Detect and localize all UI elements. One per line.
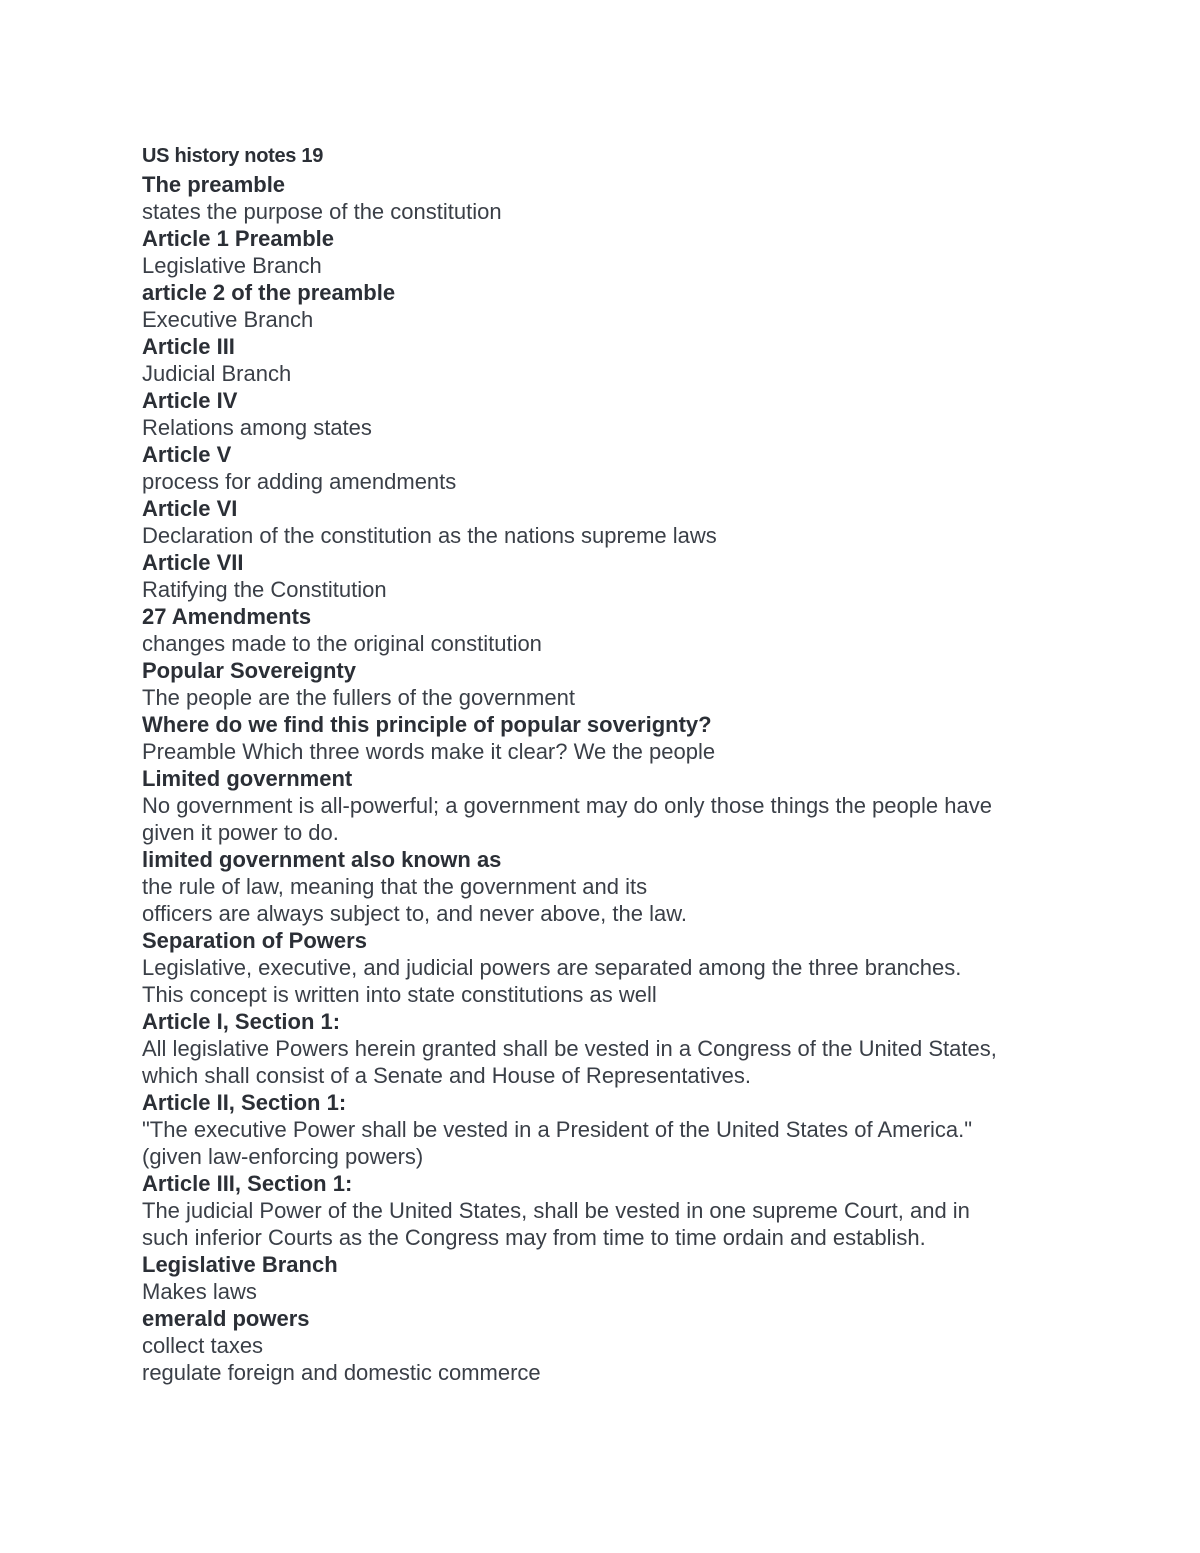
note-definition: collect taxes <box>142 1333 264 1358</box>
note-term: Article I, Section 1: <box>142 1009 341 1034</box>
note-definition: The people are the fullers of the government <box>142 685 575 710</box>
note-term: article 2 of the preamble <box>142 280 396 305</box>
note-definition: The judicial Power of the United States, shall be vested in one supreme Court, and in <box>142 1198 970 1223</box>
note-definition: Declaration of the constitution as the nations supreme laws <box>142 523 717 548</box>
document-page <box>142 141 1082 1386</box>
note-term: Limited government <box>142 766 353 791</box>
note-term: 27 Amendments <box>142 604 312 629</box>
note-definition: officers are always subject to, and never above, the law. <box>142 901 688 926</box>
note-definition: which shall consist of a Senate and House of Representatives. <box>142 1063 752 1088</box>
note-term: limited government also known as <box>142 847 502 872</box>
note-definition: the rule of law, meaning that the government and its <box>142 874 648 899</box>
note-term: Article 1 Preamble <box>142 226 334 251</box>
note-definition: All legislative Powers herein granted shall be vested in a Congress of the United States, <box>142 1036 997 1061</box>
note-term: Article III <box>142 334 235 359</box>
note-term: emerald powers <box>142 1306 310 1331</box>
note-term: Article IV <box>142 388 238 413</box>
note-term: Where do we find this principle of popular soverignty? <box>142 712 712 737</box>
note-term: Article V <box>142 442 232 467</box>
note-definition: changes made to the original constitution <box>142 631 542 656</box>
note-definition: "The executive Power shall be vested in a President of the United States of America." <box>142 1117 973 1142</box>
note-term: Article VI <box>142 496 238 521</box>
note-term: Separation of Powers <box>142 928 367 953</box>
note-definition: This concept is written into state constitutions as well <box>142 982 657 1007</box>
note-term: Article II, Section 1: <box>142 1090 347 1115</box>
note-term: The preamble <box>142 172 286 197</box>
note-definition: Judicial Branch <box>142 361 292 386</box>
note-definition: process for adding amendments <box>142 469 457 494</box>
note-definition: states the purpose of the constitution <box>142 199 502 224</box>
note-definition: Preamble Which three words make it clear? We the people <box>142 739 716 764</box>
note-definition: given it power to do. <box>142 820 339 845</box>
note-definition: Legislative, executive, and judicial powers are separated among the three branches. <box>142 955 962 980</box>
note-definition: Relations among states <box>142 415 372 440</box>
note-term: Legislative Branch <box>142 1252 338 1277</box>
note-definition: No government is all-powerful; a government may do only those things the people have <box>142 793 992 818</box>
note-definition: such inferior Courts as the Congress may from time to time ordain and establish. <box>142 1225 926 1250</box>
note-term: Popular Sovereignty <box>142 658 356 683</box>
note-definition: Legislative Branch <box>142 253 322 278</box>
notes-list <box>142 171 1082 1386</box>
note-definition: Ratifying the Constitution <box>142 577 387 602</box>
note-definition: regulate foreign and domestic commerce <box>142 1360 541 1385</box>
note-definition: Executive Branch <box>142 307 314 332</box>
note-definition: Makes laws <box>142 1279 257 1304</box>
note-term: Article VII <box>142 550 244 575</box>
note-definition: (given law-enforcing powers) <box>142 1144 424 1169</box>
document-title: US history notes 19 <box>142 145 324 167</box>
note-term: Article III, Section 1: <box>142 1171 353 1196</box>
